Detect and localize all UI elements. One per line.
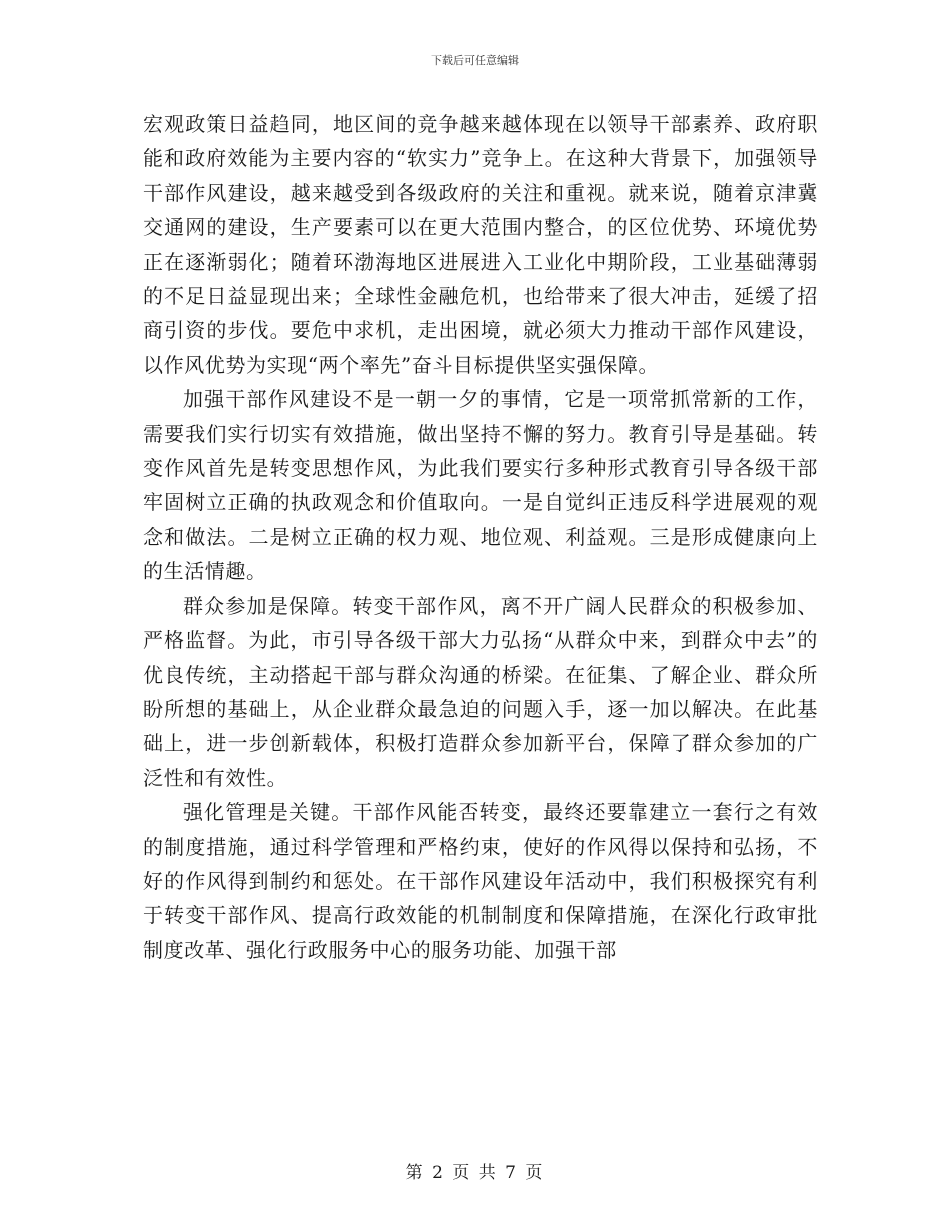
page-number-footer: 第 2 页 共 7 页	[405, 1163, 545, 1183]
document-body	[143, 107, 818, 967]
page-header: 下载后可任意编辑	[431, 54, 519, 67]
paragraph-2: 加强干部作风建设不是一朝一夕的事情，它是一项常抓常新的工作，需要我们实行切实有效措施，做出坚持不懈的努力。教育引导是基础。转变作风首先是转变思想作风，为此我们要实行多种形式教育引导各级干部牢固树立正确的执政观念和价值取向。一是自觉纠正违反科学进展观的观念和做法。二是树立正确的权力观、地位观、利益观。三是形成健康向上的生活情趣。	[143, 387, 818, 584]
paragraph-3: 群众参加是保障。转变干部作风，离不开广阔人民群众的积极参加、严格监督。为此，市引导各级干部大力弘扬“从群众中来，到群众中去”的优良传统，主动搭起干部与群众沟通的桥梁。在征集、了解企业、群众所盼所想的基础上，从企业群众最急迫的问题入手，逐一加以解决。在此基础上，进一步创新载体，积极打造群众参加新平台，保障了群众参加的广泛性和有效性。	[143, 593, 818, 790]
paragraph-4: 强化管理是关键。干部作风能否转变，最终还要靠建立一套行之有效的制度措施，通过科学管理和严格约束，使好的作风得以保持和弘扬，不好的作风得到制约和惩处。在干部作风建设年活动中，我们积极探究有利于转变干部作风、提高行政效能的机制制度和保障措施，在深化行政审批制度改革、强化行政服务中心的服务功能、加强干部	[143, 800, 818, 962]
paragraph-1: 宏观政策日益趋同，地区间的竞争越来越体现在以领导干部素养、政府职能和政府效能为主要内容的“软实力”竞争上。在这种大背景下，加强领导干部作风建设，越来越受到各级政府的关注和重视。就来说，随着京津冀交通网的建设，生产要素可以在更大范围内整合，的区位优势、环境优势正在逐渐弱化；随着环渤海地区进展进入工业化中期阶段，工业基础薄弱的不足日益显现出来；全球性金融危机，也给带来了很大冲击，延缓了招商引资的步伐。要危中求机，走出困境，就必须大力推动干部作风建设，以作风优势为实现“两个率先”奋斗目标提供坚实强保障。	[143, 112, 818, 377]
